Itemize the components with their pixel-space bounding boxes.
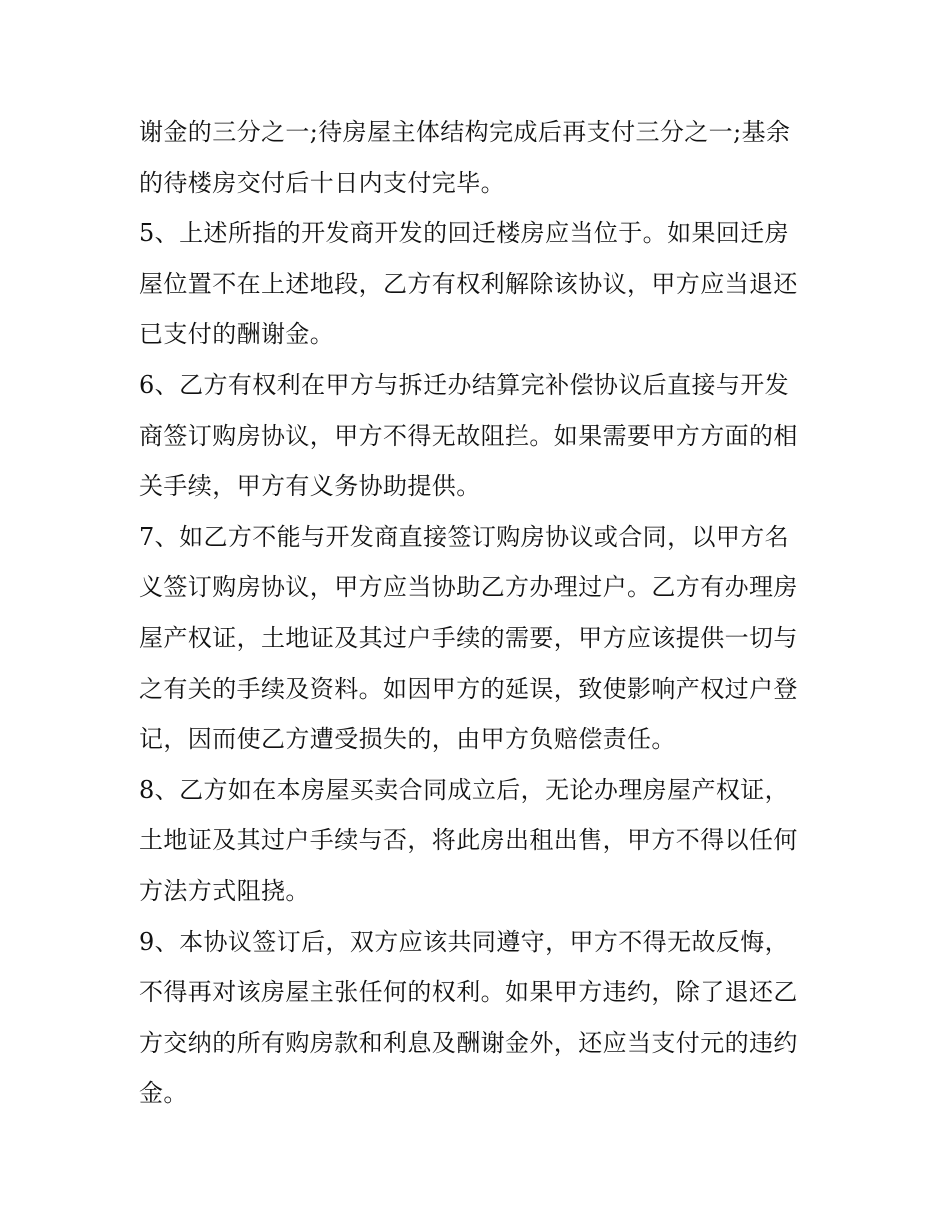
text-line: 金。	[139, 1079, 188, 1108]
text-line: 义签订购房协议，甲方应当协助乙方办理过户。乙方有办理房	[139, 573, 798, 602]
text-line: 方交纳的所有购房款和利息及酬谢金外，还应当支付元的违约	[139, 1028, 798, 1057]
clause-8-line: 8、乙方如在本房屋买卖合同成立后，无论办理房屋产权证，	[139, 775, 790, 804]
document-body	[139, 112, 815, 1124]
text-line: 土地证及其过户手续与否，将此房出租出售，甲方不得以任何	[139, 826, 798, 855]
clause-6-line: 6、乙方有权利在甲方与拆迁办结算完补偿协议后直接与开发	[139, 370, 790, 399]
text-line: 方法方式阻挠。	[139, 876, 310, 905]
text-line: 屋产权证，土地证及其过户手续的需要，甲方应该提供一切与	[139, 623, 798, 652]
clause-9-line: 9、本协议签订后，双方应该共同遵守，甲方不得无故反悔，	[139, 927, 790, 956]
clause-7-line: 7、如乙方不能与开发商直接签订购房协议或合同，以甲方名	[139, 522, 790, 551]
text-line: 商签订购房协议，甲方不得无故阻拦。如果需要甲方方面的相	[139, 421, 798, 450]
text-line: 不得再对该房屋主张任何的权利。如果甲方违约，除了退还乙	[139, 978, 798, 1007]
text-line: 之有关的手续及资料。如因甲方的延误，致使影响产权过户登	[139, 674, 798, 703]
text-line: 谢金的三分之一;待房屋主体结构完成后再支付三分之一;基余	[139, 118, 791, 146]
text-line: 关手续，甲方有义务协助提供。	[139, 472, 481, 501]
text-line: 已支付的酬谢金。	[139, 320, 335, 349]
text-line: 屋位置不在上述地段，乙方有权利解除该协议，甲方应当退还	[139, 269, 798, 298]
clause-5-line: 5、上述所指的开发商开发的回迁楼房应当位于。如果回迁房	[139, 219, 790, 248]
text-line: 的待楼房交付后十日内支付完毕。	[139, 168, 505, 197]
text-line: 记，因而使乙方遭受损失的，由甲方负赔偿责任。	[139, 725, 676, 754]
